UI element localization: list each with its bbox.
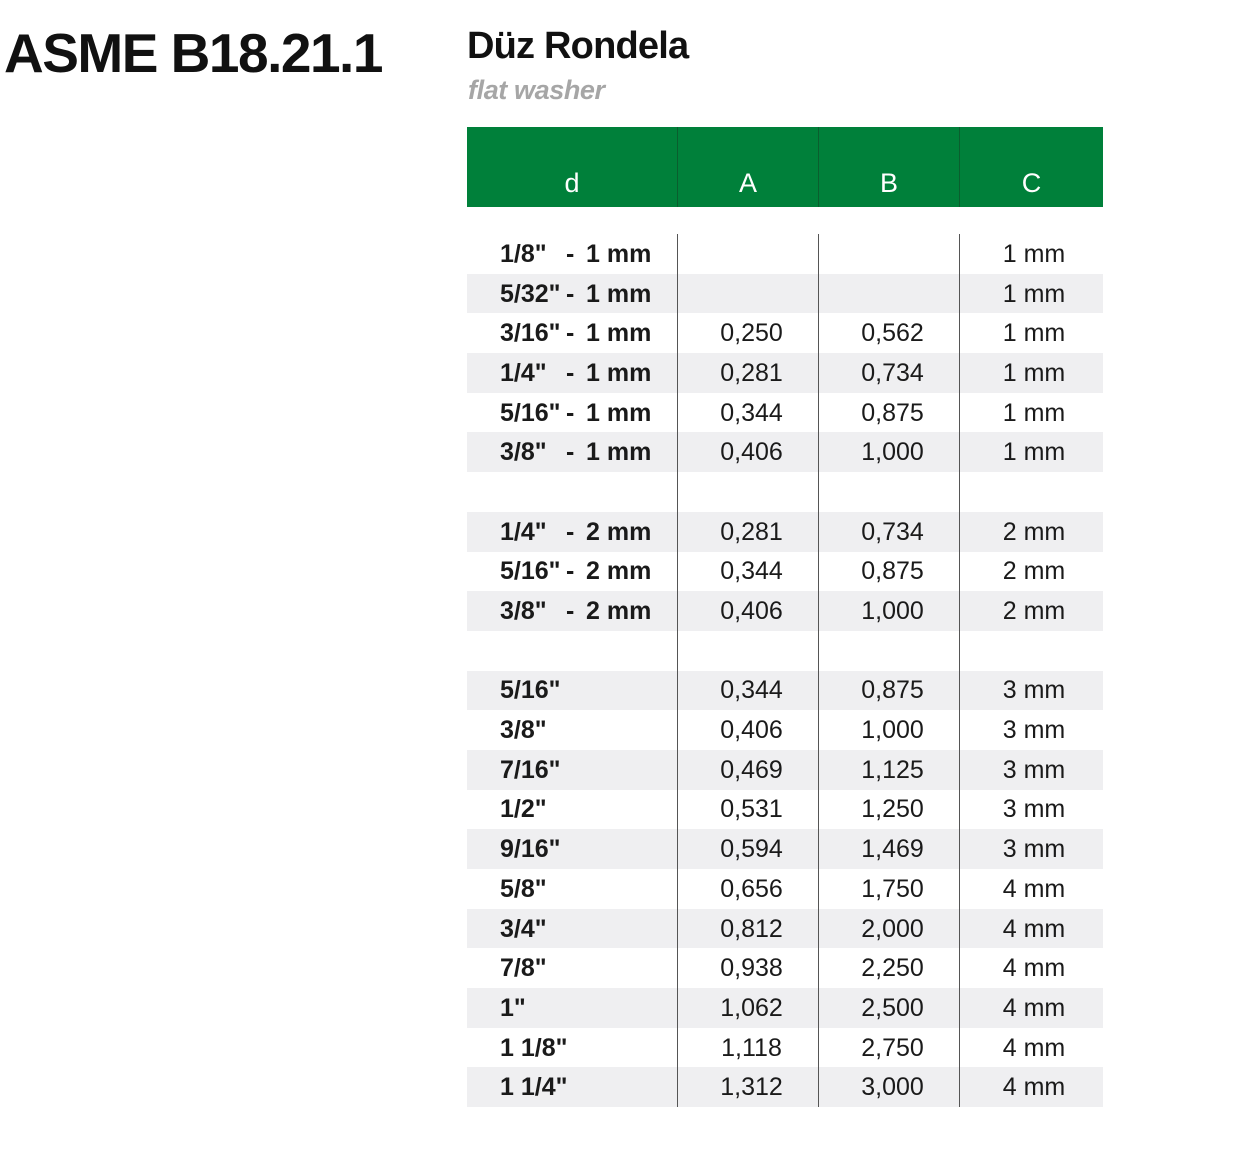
cell-d <box>467 437 677 467</box>
table-row <box>467 869 1103 909</box>
cell-b: 0,734 <box>861 358 924 387</box>
cell-a: 0,344 <box>720 398 783 427</box>
thickness-label: 1 mm <box>586 358 652 387</box>
cell-c: 4 mm <box>1002 914 1066 943</box>
table-row <box>467 552 1103 592</box>
bolt-size: 5/32" <box>500 279 561 308</box>
separator-dash <box>566 1072 586 1102</box>
page-title: Düz Rondela <box>467 25 689 67</box>
table-body <box>467 234 1103 1107</box>
cell-c: 3 mm <box>1002 835 1066 864</box>
cell-d <box>467 953 677 983</box>
cell-c: 3 mm <box>1002 676 1066 705</box>
table-row <box>467 274 1103 314</box>
table-row <box>467 988 1103 1028</box>
column-header-d: d <box>564 168 580 198</box>
separator-dash: - <box>566 517 575 546</box>
separator-dash: - <box>566 597 575 626</box>
cell-a: 0,812 <box>720 914 783 943</box>
cell-c: 2 mm <box>1002 597 1066 626</box>
cell-a: 0,344 <box>720 557 783 586</box>
cell-a: 0,469 <box>720 755 783 784</box>
table-row <box>467 472 1103 512</box>
bolt-size: 5/16" <box>500 676 561 705</box>
cell-a: 0,531 <box>720 795 783 824</box>
bolt-size: 5/16" <box>500 557 561 586</box>
table-row <box>467 353 1103 393</box>
cell-d <box>467 517 677 547</box>
cell-c: 1 mm <box>1002 239 1066 268</box>
cell-b: 1,125 <box>861 755 924 784</box>
bolt-size: 7/8" <box>500 954 547 983</box>
column-header-c: C <box>959 127 1103 207</box>
separator-dash: - <box>566 279 575 308</box>
cell-d <box>467 755 677 785</box>
separator-dash <box>566 914 586 944</box>
table-row <box>467 234 1103 274</box>
cell-b: 0,734 <box>861 517 924 546</box>
cell-a: 0,594 <box>720 835 783 864</box>
separator-dash <box>566 834 586 864</box>
thickness-label: 1 mm <box>586 279 652 308</box>
cell-c: 4 mm <box>1002 1073 1066 1102</box>
bolt-size: 1" <box>500 993 526 1022</box>
cell-a: 0,281 <box>720 358 783 387</box>
separator-dash <box>566 715 586 745</box>
cell-c: 1 mm <box>1002 319 1066 348</box>
cell-b: 1,469 <box>861 835 924 864</box>
cell-c: 1 mm <box>1002 358 1066 387</box>
thickness-label: 1 mm <box>586 319 652 348</box>
cell-a: 0,344 <box>720 676 783 705</box>
cell-d <box>467 279 677 309</box>
cell-a: 1,312 <box>720 1073 783 1102</box>
bolt-size: 1 1/8" <box>500 1033 568 1062</box>
cell-c: 1 mm <box>1002 279 1066 308</box>
bolt-size: 3/4" <box>500 914 547 943</box>
separator-dash: - <box>566 398 575 427</box>
cell-c: 4 mm <box>1002 874 1066 903</box>
cell-c: 3 mm <box>1002 755 1066 784</box>
separator-dash <box>566 874 586 904</box>
cell-d <box>467 675 677 705</box>
washer-dimension-table <box>467 127 1103 1107</box>
cell-b: 1,000 <box>861 716 924 745</box>
column-divider <box>677 234 678 1107</box>
bolt-size: 3/8" <box>500 597 547 626</box>
separator-dash: - <box>566 557 575 586</box>
thickness-label: 2 mm <box>586 597 652 626</box>
cell-b: 1,250 <box>861 795 924 824</box>
cell-d <box>467 794 677 824</box>
table-row <box>467 790 1103 830</box>
cell-c: 4 mm <box>1002 1033 1066 1062</box>
cell-b: 0,875 <box>861 557 924 586</box>
thickness-label: 1 mm <box>586 239 652 268</box>
bolt-size: 1 1/4" <box>500 1073 568 1102</box>
bolt-size: 5/16" <box>500 398 561 427</box>
bolt-size: 1/2" <box>500 795 547 824</box>
bolt-size: 7/16" <box>500 755 561 784</box>
cell-a: 0,938 <box>720 954 783 983</box>
cell-c: 3 mm <box>1002 795 1066 824</box>
cell-a: 0,406 <box>720 597 783 626</box>
cell-a: 0,281 <box>720 517 783 546</box>
table-row <box>467 829 1103 869</box>
cell-d <box>467 914 677 944</box>
cell-d <box>467 1072 677 1102</box>
page-subtitle: flat washer <box>468 75 605 105</box>
separator-dash <box>566 1033 586 1063</box>
separator-dash <box>566 993 586 1023</box>
thickness-label: 2 mm <box>586 517 652 546</box>
cell-b: 2,500 <box>861 993 924 1022</box>
bolt-size: 9/16" <box>500 835 561 864</box>
cell-d <box>467 993 677 1023</box>
separator-dash <box>566 953 586 983</box>
cell-a: 0,406 <box>720 716 783 745</box>
cell-c: 4 mm <box>1002 993 1066 1022</box>
cell-b: 0,875 <box>861 398 924 427</box>
separator-dash: - <box>566 319 575 348</box>
cell-b: 1,000 <box>861 597 924 626</box>
table-row <box>467 432 1103 472</box>
cell-c: 1 mm <box>1002 438 1066 467</box>
cell-b: 2,750 <box>861 1033 924 1062</box>
table-row <box>467 393 1103 433</box>
separator-dash <box>566 675 586 705</box>
column-divider <box>959 234 960 1107</box>
cell-a: 0,406 <box>720 438 783 467</box>
cell-a: 0,656 <box>720 874 783 903</box>
cell-c: 4 mm <box>1002 954 1066 983</box>
cell-b: 1,000 <box>861 438 924 467</box>
cell-d <box>467 834 677 864</box>
thickness-label: 1 mm <box>586 398 652 427</box>
bolt-size: 3/16" <box>500 319 561 348</box>
bolt-size: 3/8" <box>500 716 547 745</box>
bolt-size: 1/8" <box>500 239 547 268</box>
cell-b: 3,000 <box>861 1073 924 1102</box>
cell-d <box>467 398 677 428</box>
cell-c: 2 mm <box>1002 517 1066 546</box>
standard-code: ASME B18.21.1 <box>4 22 382 84</box>
column-header-a: A <box>677 127 818 207</box>
cell-b: 2,250 <box>861 954 924 983</box>
table-row <box>467 750 1103 790</box>
cell-b: 1,750 <box>861 874 924 903</box>
cell-c: 1 mm <box>1002 398 1066 427</box>
bolt-size: 1/4" <box>500 517 547 546</box>
separator-dash <box>566 755 586 785</box>
table-row <box>467 1028 1103 1068</box>
cell-b: 0,562 <box>861 319 924 348</box>
cell-d <box>467 239 677 269</box>
cell-d <box>467 556 677 586</box>
separator-dash: - <box>566 358 575 387</box>
table-row <box>467 1067 1103 1107</box>
column-divider <box>818 234 819 1107</box>
table-row <box>467 909 1103 949</box>
table-row <box>467 948 1103 988</box>
bolt-size: 1/4" <box>500 358 547 387</box>
separator-dash: - <box>566 438 575 467</box>
bolt-size: 5/8" <box>500 874 547 903</box>
table-row <box>467 512 1103 552</box>
cell-d <box>467 1033 677 1063</box>
cell-a: 1,118 <box>721 1033 782 1062</box>
cell-d <box>467 358 677 388</box>
column-header-b: B <box>818 127 959 207</box>
table-row <box>467 671 1103 711</box>
table-row <box>467 631 1103 671</box>
cell-a: 1,062 <box>720 993 783 1022</box>
table-row <box>467 313 1103 353</box>
table-header <box>467 127 1103 207</box>
cell-b: 0,875 <box>861 676 924 705</box>
table-row <box>467 591 1103 631</box>
bolt-size: 3/8" <box>500 438 547 467</box>
cell-d <box>467 596 677 626</box>
table-row <box>467 710 1103 750</box>
separator-dash <box>566 794 586 824</box>
cell-c: 2 mm <box>1002 557 1066 586</box>
cell-c: 3 mm <box>1002 716 1066 745</box>
cell-d <box>467 874 677 904</box>
thickness-label: 1 mm <box>586 438 652 467</box>
cell-b: 2,000 <box>861 914 924 943</box>
cell-a: 0,250 <box>720 319 783 348</box>
separator-dash: - <box>566 239 575 268</box>
cell-d <box>467 715 677 745</box>
thickness-label: 2 mm <box>586 557 652 586</box>
cell-d <box>467 318 677 348</box>
